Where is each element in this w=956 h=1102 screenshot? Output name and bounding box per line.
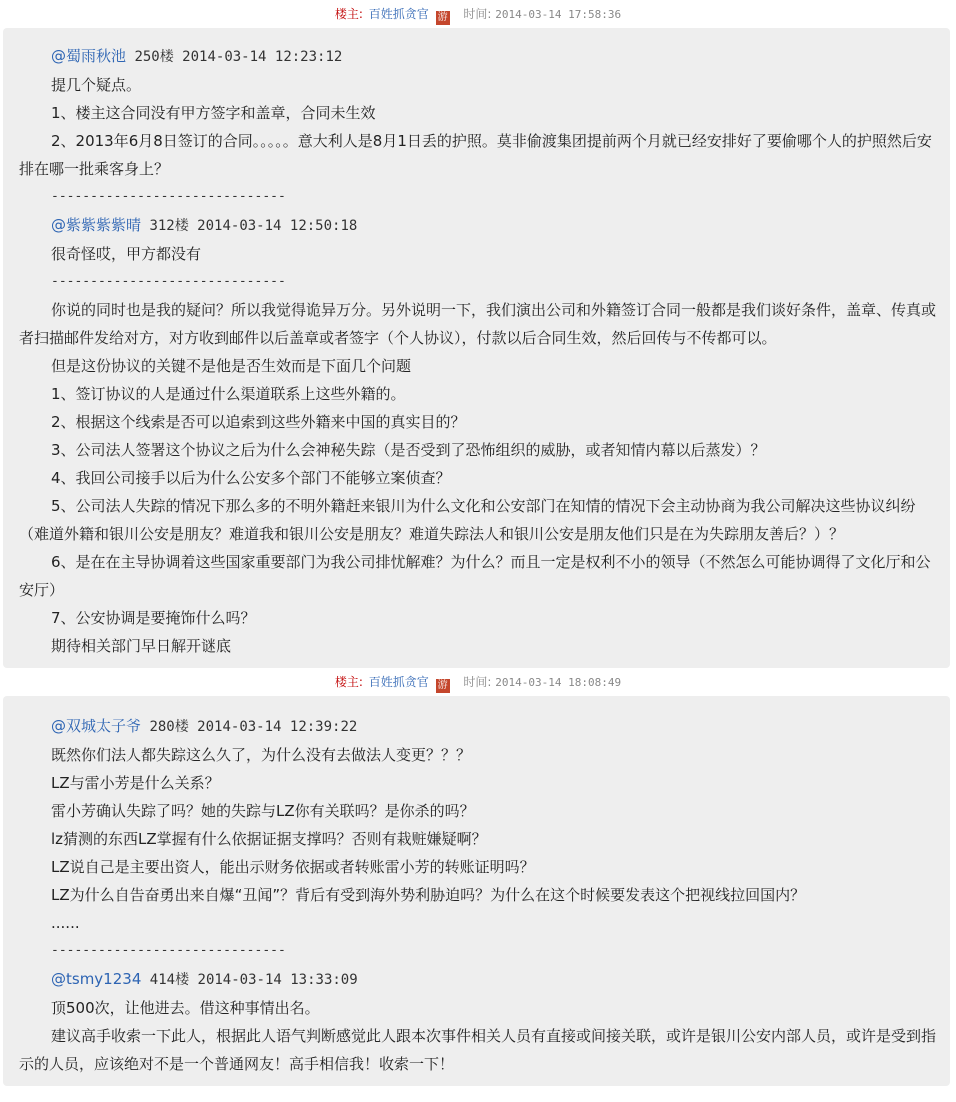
quote-header xyxy=(19,42,936,71)
quoted-user-link[interactable]: @双城太子爷 xyxy=(51,717,142,735)
post xyxy=(0,668,956,1086)
divider: ------------------------------ xyxy=(51,943,286,958)
post-header xyxy=(0,0,956,28)
guest-badge-icon: 游 xyxy=(437,12,448,23)
quote-line: 顶500次，让他进去。借这种事情出名。 xyxy=(51,999,320,1017)
quoted-user-link[interactable]: @蜀雨秋池 xyxy=(51,47,127,65)
reply-paragraph: 6、是在在主导协调着这些国家重要部门为我公司排忧解难？为什么？而且一定是权利不小的领导（不然怎么可能协调得了文化厅和公安厅） xyxy=(19,553,931,599)
quote-paragraph: 2、2013年6月8日签订的合同。。。。。意大利人是8月1日丢的护照。莫非偷渡集团提前两个月就已经安排好了要偷哪个人的护照然后安排在哪一批乘客身上？ xyxy=(19,132,932,178)
floor-number: 414楼 xyxy=(141,972,198,988)
quote-time: 2014-03-14 13:33:09 xyxy=(197,972,358,988)
quote-line: LZ说自己是主要出资人，能出示财务依据或者转账雷小芳的转账证明吗？ xyxy=(51,858,535,876)
quoted-user-link[interactable]: @紫紫紫紫晴 xyxy=(51,216,142,234)
reply-paragraph: 你说的同时也是我的疑问？所以我觉得诡异万分。另外说明一下，我们演出公司和外籍签订合同一般都是我们谈好条件，盖章、传真或者扫描邮件发给对方，对方收到邮件以后盖章或者签字（个人协议），付款以后合同生效，然后回传与不传都可以。 xyxy=(19,301,937,347)
floor-number: 312楼 xyxy=(141,218,198,234)
quote-line: ...... xyxy=(51,914,80,932)
quote-line: 1、楼主这合同没有甲方签字和盖章，合同未生效 xyxy=(51,104,376,122)
post-time: 2014-03-14 18:08:49 xyxy=(495,676,622,689)
quote-line: 很奇怪哎，甲方都没有 xyxy=(51,245,202,263)
reply-line: 1、签订协议的人是通过什么渠道联系上这些外籍的。 xyxy=(51,385,406,403)
quote-line: LZ与雷小芳是什么关系？ xyxy=(51,774,220,792)
divider: ------------------------------ xyxy=(51,274,286,289)
guest-badge-icon: 游 xyxy=(437,680,448,691)
quoted-user-link[interactable]: @tsmy1234 xyxy=(51,970,142,988)
post-body xyxy=(3,28,950,668)
author-link[interactable]: 百姓抓贪官 xyxy=(368,675,429,689)
time-label: 时间: xyxy=(463,675,492,689)
quote-time: 2014-03-14 12:39:22 xyxy=(197,719,358,735)
reply-line: 但是这份协议的关键不是他是否生效而是下面几个问题 xyxy=(51,357,412,375)
reply-line: 2、根据这个线索是否可以追索到这些外籍来中国的真实目的？ xyxy=(51,413,466,431)
quote-line: 提几个疑点。 xyxy=(51,76,142,94)
reply-line: 4、我回公司接手以后为什么公安多个部门不能够立案侦查？ xyxy=(51,469,451,487)
reply-paragraph: 5、公司法人失踪的情况下那么多的不明外籍赶来银川为什么文化和公安部门在知情的情况下会主动协商为我公司解决这些协议纠纷（难道外籍和银川公安是朋友？难道我和银川公安是朋友？难道失踪法人和银川公安是朋友他们只是在为失踪朋友善后？）？ xyxy=(19,497,916,543)
quote-line: lz猜测的东西LZ掌握有什么依据证据支撑吗？否则有栽赃嫌疑啊？ xyxy=(51,830,487,848)
quote-header xyxy=(19,965,936,994)
author-link[interactable]: 百姓抓贪官 xyxy=(368,7,429,21)
post-time: 2014-03-14 17:58:36 xyxy=(495,8,622,21)
floor-number: 250楼 xyxy=(126,49,183,65)
reply-line: 3、公司法人签署这个协议之后为什么会神秘失踪（是否受到了恐怖组织的威胁，或者知情内幕以后蒸发）？ xyxy=(51,441,766,459)
quote-line: 既然你们法人都失踪这么久了，为什么没有去做法人变更？？？ xyxy=(51,746,472,764)
divider: ------------------------------ xyxy=(51,189,286,204)
quote-time: 2014-03-14 12:23:12 xyxy=(182,49,343,65)
post-body xyxy=(3,696,950,1086)
time-label: 时间: xyxy=(463,7,492,21)
lz-label: 楼主: xyxy=(334,675,363,689)
reply-paragraph: 建议高手收索一下此人，根据此人语气判断感觉此人跟本次事件相关人员有直接或间接关联，或许是银川公安内部人员，或许是受到指示的人员，应该绝对不是一个普通网友！高手相信我！收索一下！ xyxy=(19,1027,937,1073)
quote-header xyxy=(19,712,936,741)
reply-line: 期待相关部门早日解开谜底 xyxy=(51,637,232,655)
reply-line: 7、公安协调是要掩饰什么吗？ xyxy=(51,609,256,627)
quote-line: 雷小芳确认失踪了吗？她的失踪与LZ你有关联吗？是你杀的吗？ xyxy=(51,802,475,820)
quote-time: 2014-03-14 12:50:18 xyxy=(197,218,358,234)
quote-header xyxy=(19,211,936,240)
lz-label: 楼主: xyxy=(334,7,363,21)
post-header xyxy=(0,668,956,696)
quote-line: LZ为什么自告奋勇出来自爆“丑闻”？背后有受到海外势利胁迫吗？为什么在这个时候要发表这个把视线拉回国内？ xyxy=(51,886,806,904)
floor-number: 280楼 xyxy=(141,719,198,735)
